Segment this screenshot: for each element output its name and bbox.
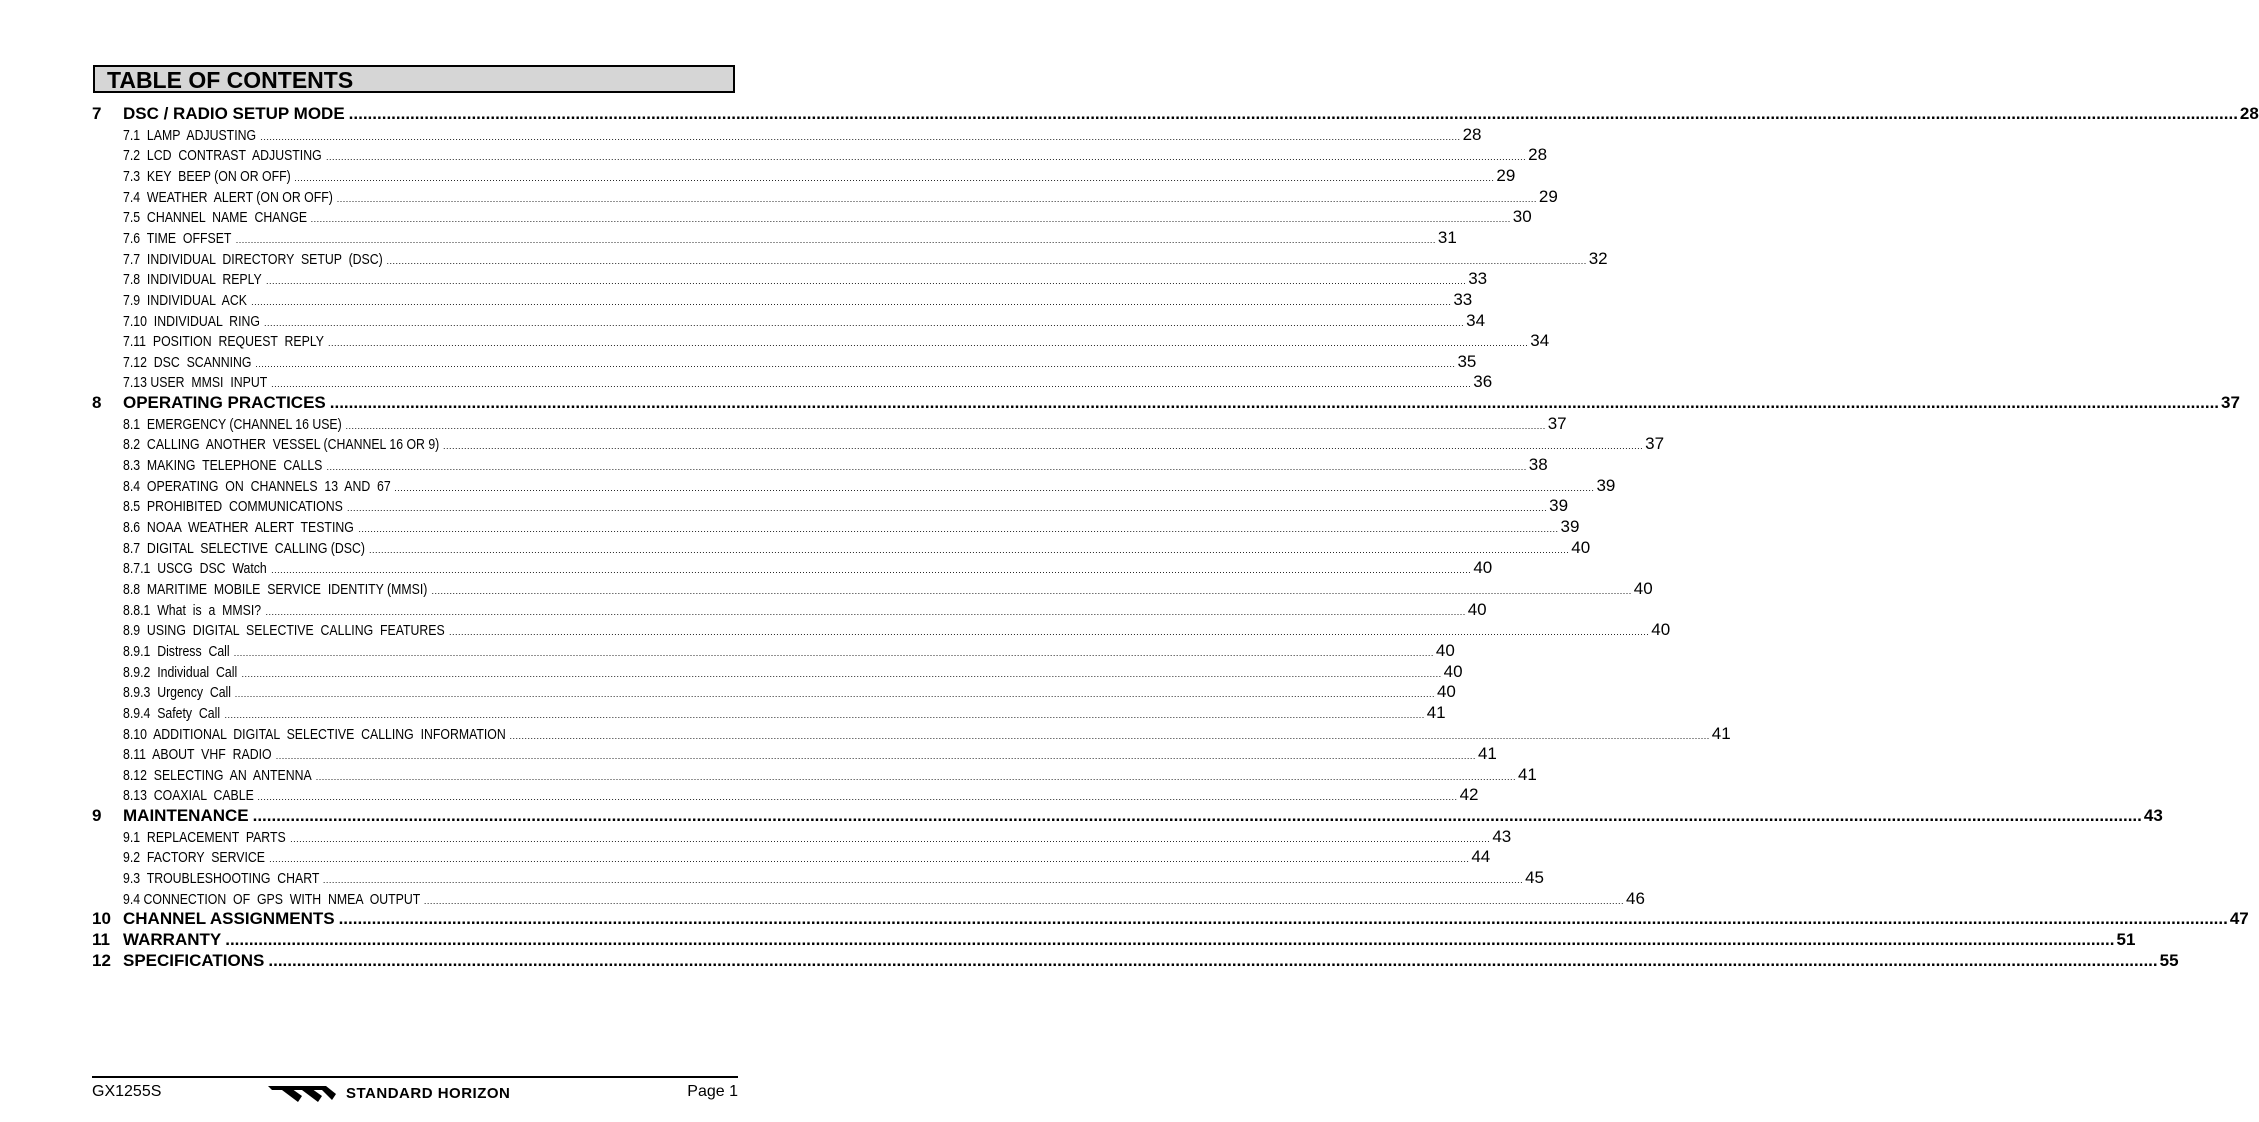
page-number: 37	[1547, 413, 1567, 433]
entry-label: 8.12 SELECTING AN ANTENNA	[123, 766, 312, 784]
standard-horizon-logo-icon	[268, 1082, 336, 1104]
page-number: 43	[1492, 826, 1512, 846]
entry-label: 8.7.1 USCG DSC Watch	[123, 560, 267, 578]
toc-entry[interactable]	[0, 682, 1456, 702]
entry-label: 8.8 MARITIME MOBILE SERVICE IDENTITY (MMSI)	[123, 580, 428, 598]
section-number: 9	[92, 806, 102, 826]
toc-entry[interactable]	[0, 620, 1671, 640]
dot-leader: ................................................................................................................................................................................................................................................................................................................................................................................................................	[252, 806, 2142, 826]
toc-entry[interactable]	[0, 124, 1482, 145]
page-number: 44	[1471, 847, 1491, 867]
footer-page-number: Page 1	[687, 1083, 738, 1100]
dot-leader: ................................................................................................................................................................................................................................................................................................................................................................................................................	[271, 379, 1472, 390]
dot-leader: ................................................................................................................................................................................................................................................................................................................................................................................................................	[269, 854, 1470, 865]
page-number: 29	[1538, 186, 1558, 206]
toc-entry[interactable]	[0, 785, 1479, 805]
toc-entry[interactable]	[0, 434, 1665, 454]
page-number: 33	[1453, 289, 1473, 309]
toc-entry[interactable]	[0, 517, 1580, 537]
entry-label: 8.9.4 Safety Call	[123, 704, 221, 722]
toc-entry[interactable]	[0, 186, 1558, 207]
toc-title: TABLE OF CONTENTS	[93, 65, 735, 93]
toc-entry[interactable]	[0, 826, 1512, 847]
dot-leader: ................................................................................................................................................................................................................................................................................................................................................................................................................	[271, 565, 1472, 576]
entry-label: 7.1 LAMP ADJUSTING	[123, 126, 257, 144]
toc-entry[interactable]	[0, 269, 1488, 289]
page-number: 45	[1525, 868, 1545, 888]
brand-name: STANDARD HORIZON	[346, 1084, 511, 1102]
page-number: 31	[1437, 227, 1457, 247]
toc-entry[interactable]	[0, 599, 1487, 620]
dot-leader: ................................................................................................................................................................................................................................................................................................................................................................................................................	[255, 358, 1456, 369]
toc-section[interactable]	[0, 393, 2240, 413]
page-number: 40	[1473, 558, 1493, 578]
dot-leader: ................................................................................................................................................................................................................................................................................................................................................................................................................	[310, 214, 1511, 225]
dot-leader: ................................................................................................................................................................................................................................................................................................................................................................................................................	[345, 420, 1546, 431]
toc-section[interactable]	[0, 104, 2259, 124]
entry-label: 8.10 ADDITIONAL DIGITAL SELECTIVE CALLING INFORMATION	[123, 725, 506, 743]
entry-label: MAINTENANCE	[123, 806, 249, 826]
toc-entry[interactable]	[0, 744, 1497, 764]
toc-entry[interactable]	[0, 537, 1591, 558]
toc-entry[interactable]	[0, 578, 1653, 599]
dot-leader: ................................................................................................................................................................................................................................................................................................................................................................................................................	[348, 104, 2238, 123]
page-number: 34	[1466, 310, 1486, 330]
toc-entry[interactable]	[0, 165, 1516, 186]
brand	[268, 1082, 510, 1104]
entry-label: 8.8.1 What is a MMSI?	[123, 601, 262, 619]
footer-divider	[92, 1076, 738, 1078]
toc-section[interactable]	[0, 950, 2179, 971]
page-number: 41	[1426, 702, 1446, 722]
page-number: 40	[1571, 537, 1591, 557]
entry-label: 7.3 KEY BEEP (ON OR OFF)	[123, 167, 291, 185]
toc-entry[interactable]	[0, 661, 1463, 682]
dot-leader: ................................................................................................................................................................................................................................................................................................................................................................................................................	[290, 833, 1491, 844]
entry-label: 9.3 TROUBLESHOOTING CHART	[123, 870, 320, 888]
page-number: 55	[2159, 950, 2179, 970]
footer-model: GX1255S	[92, 1083, 162, 1100]
entry-label: DSC / RADIO SETUP MODE	[123, 104, 345, 123]
toc-entry[interactable]	[0, 558, 1493, 578]
toc-entry[interactable]	[0, 289, 1473, 310]
dot-leader: ................................................................................................................................................................................................................................................................................................................................................................................................................	[326, 462, 1527, 473]
entry-label: 8.4 OPERATING ON CHANNELS 13 AND 67	[123, 477, 391, 495]
section-number: 12	[92, 950, 111, 970]
toc-entry[interactable]	[0, 413, 1567, 434]
toc-entry[interactable]	[0, 847, 1491, 867]
page-number: 28	[2239, 104, 2259, 123]
toc-entry[interactable]	[0, 868, 1545, 888]
dot-leader: ................................................................................................................................................................................................................................................................................................................................................................................................................	[266, 276, 1467, 287]
entry-label: 8.9.3 Urgency Call	[123, 684, 232, 702]
entry-label: 8.13 COAXIAL CABLE	[123, 787, 254, 805]
dot-leader: ................................................................................................................................................................................................................................................................................................................................................................................................................	[442, 441, 1644, 452]
entry-label: SPECIFICATIONS	[123, 950, 265, 970]
page-number: 43	[2143, 806, 2163, 826]
page-number: 35	[1457, 351, 1477, 371]
entry-label: 8.5 PROHIBITED COMMUNICATIONS	[123, 498, 343, 516]
dot-leader: ................................................................................................................................................................................................................................................................................................................................................................................................................	[423, 895, 1625, 906]
page-number: 51	[2116, 930, 2136, 949]
page-number: 33	[1468, 269, 1488, 289]
entry-label: 9.1 REPLACEMENT PARTS	[123, 828, 286, 846]
page-number: 46	[1626, 888, 1645, 908]
dot-leader: ................................................................................................................................................................................................................................................................................................................................................................................................................	[257, 792, 1458, 803]
entry-label: 7.5 CHANNEL NAME CHANGE	[123, 209, 308, 227]
dot-leader: ................................................................................................................................................................................................................................................................................................................................................................................................................	[268, 950, 2158, 970]
dot-leader: ................................................................................................................................................................................................................................................................................................................................................................................................................	[449, 627, 1650, 638]
dot-leader: ................................................................................................................................................................................................................................................................................................................................................................................................................	[325, 152, 1527, 163]
entry-label: 9.2 FACTORY SERVICE	[123, 849, 265, 867]
toc-entry[interactable]	[0, 496, 1569, 516]
entry-label: 7.8 INDIVIDUAL REPLY	[123, 271, 262, 289]
toc-entry[interactable]	[0, 702, 1446, 723]
entry-label: 7.2 LCD CONTRAST ADJUSTING	[123, 147, 322, 165]
toc-entry[interactable]	[0, 331, 1550, 351]
dot-leader: ................................................................................................................................................................................................................................................................................................................................................................................................................	[241, 668, 1442, 679]
entry-label: CHANNEL ASSIGNMENTS	[123, 909, 335, 929]
dot-leader: ................................................................................................................................................................................................................................................................................................................................................................................................................	[509, 730, 1710, 741]
dot-leader: ................................................................................................................................................................................................................................................................................................................................................................................................................	[233, 647, 1434, 658]
page-number: 41	[1517, 764, 1537, 784]
entry-label: 8.1 EMERGENCY (CHANNEL 16 USE)	[123, 415, 342, 433]
page-number: 47	[2229, 909, 2249, 929]
entry-label: 8.9 USING DIGITAL SELECTIVE CALLING FEATURES	[123, 622, 445, 640]
dot-leader: ................................................................................................................................................................................................................................................................................................................................................................................................................	[431, 585, 1632, 596]
page-number: 40	[1651, 620, 1671, 640]
entry-label: 8.11 ABOUT VHF RADIO	[123, 746, 272, 764]
dot-leader: ................................................................................................................................................................................................................................................................................................................................................................................................................	[369, 544, 1570, 555]
page-number: 32	[1588, 248, 1608, 268]
entry-label: 8.9.2 Individual Call	[123, 663, 238, 681]
toc-entry[interactable]	[0, 455, 1548, 475]
entry-label: 8.9.1 Distress Call	[123, 642, 230, 660]
dot-leader: ................................................................................................................................................................................................................................................................................................................................................................................................................	[234, 689, 1435, 700]
toc-entry[interactable]	[0, 475, 1616, 496]
toc-entry[interactable]	[0, 888, 1645, 909]
page-number: 39	[1549, 496, 1569, 516]
entry-label: 8.3 MAKING TELEPHONE CALLS	[123, 457, 323, 475]
dot-leader: ................................................................................................................................................................................................................................................................................................................................................................................................................	[235, 234, 1436, 245]
dot-leader: ................................................................................................................................................................................................................................................................................................................................................................................................................	[329, 393, 2220, 413]
dot-leader: ................................................................................................................................................................................................................................................................................................................................................................................................................	[275, 751, 1476, 762]
section-number: 11	[92, 930, 110, 949]
entry-label: 8.6 NOAA WEATHER ALERT TESTING	[123, 519, 354, 536]
toc-section[interactable]	[0, 909, 2249, 929]
page-number: 34	[1530, 331, 1550, 351]
page-number: 28	[1462, 124, 1482, 144]
entry-label: 7.6 TIME OFFSET	[123, 229, 232, 247]
dot-leader: ................................................................................................................................................................................................................................................................................................................................................................................................................	[225, 930, 2115, 949]
toc-entry[interactable]	[0, 723, 1731, 744]
entry-label: 7.4 WEATHER ALERT (ON OR OFF)	[123, 188, 333, 206]
page-number: 29	[1496, 165, 1516, 185]
dot-leader: ................................................................................................................................................................................................................................................................................................................................................................................................................	[322, 875, 1524, 886]
dot-leader: ................................................................................................................................................................................................................................................................................................................................................................................................................	[394, 482, 1595, 493]
toc-entry[interactable]	[0, 351, 1477, 372]
dot-leader: ................................................................................................................................................................................................................................................................................................................................................................................................................	[251, 296, 1452, 307]
page-number: 41	[1711, 723, 1731, 743]
entry-label: 9.4 CONNECTION OF GPS WITH NMEA OUTPUT	[123, 890, 421, 908]
section-number: 10	[92, 909, 111, 929]
page-number: 39	[1560, 517, 1580, 536]
entry-label: 7.7 INDIVIDUAL DIRECTORY SETUP (DSC)	[123, 250, 383, 268]
page-number: 40	[1443, 661, 1463, 681]
toc-entry[interactable]	[0, 248, 1608, 269]
toc-entry[interactable]	[0, 640, 1455, 661]
dot-leader: ................................................................................................................................................................................................................................................................................................................................................................................................................	[294, 172, 1495, 183]
page-number: 42	[1459, 785, 1479, 805]
toc-entry[interactable]	[0, 310, 1486, 331]
page-number: 40	[1436, 682, 1456, 702]
toc-entry[interactable]	[0, 145, 1548, 165]
page-number: 37	[2221, 393, 2240, 413]
page-number: 40	[1633, 578, 1653, 598]
entry-label: 8.2 CALLING ANOTHER VESSEL (CHANNEL 16 OR 9)	[123, 436, 440, 454]
dot-leader: ................................................................................................................................................................................................................................................................................................................................................................................................................	[338, 909, 2228, 929]
toc-section[interactable]	[0, 806, 2163, 826]
toc-entry[interactable]	[0, 764, 1537, 785]
dot-leader: ................................................................................................................................................................................................................................................................................................................................................................................................................	[386, 255, 1587, 266]
entry-label: 7.9 INDIVIDUAL ACK	[123, 291, 247, 309]
page-number: 39	[1596, 475, 1616, 495]
entry-label: 7.12 DSC SCANNING	[123, 353, 252, 371]
toc-entry[interactable]	[0, 227, 1457, 248]
page-number: 38	[1528, 455, 1548, 475]
dot-leader: ................................................................................................................................................................................................................................................................................................................................................................................................................	[224, 709, 1425, 720]
section-number: 7	[92, 104, 102, 123]
entry-label: WARRANTY	[123, 930, 222, 949]
dot-leader: ................................................................................................................................................................................................................................................................................................................................................................................................................	[346, 503, 1548, 514]
toc-section[interactable]	[0, 930, 2136, 950]
dot-leader: ................................................................................................................................................................................................................................................................................................................................................................................................................	[260, 131, 1461, 142]
entry-label: 7.11 POSITION REQUEST REPLY	[123, 333, 324, 351]
dot-leader: ................................................................................................................................................................................................................................................................................................................................................................................................................	[358, 524, 1559, 534]
page-number: 37	[1645, 434, 1665, 454]
entry-label: 7.13 USER MMSI INPUT	[123, 374, 268, 392]
page-number: 40	[1467, 599, 1487, 619]
section-number: 8	[92, 393, 102, 413]
entry-label: OPERATING PRACTICES	[123, 393, 326, 413]
dot-leader: ................................................................................................................................................................................................................................................................................................................................................................................................................	[263, 317, 1465, 328]
dot-leader: ................................................................................................................................................................................................................................................................................................................................................................................................................	[315, 771, 1516, 782]
toc-entry[interactable]	[0, 207, 1532, 227]
toc-entry[interactable]	[0, 372, 1493, 392]
page-number: 30	[1512, 207, 1532, 227]
page-number: 28	[1528, 145, 1548, 165]
page-number: 36	[1473, 372, 1493, 392]
entry-label: 8.7 DIGITAL SELECTIVE CALLING (DSC)	[123, 539, 365, 557]
dot-leader: ................................................................................................................................................................................................................................................................................................................................................................................................................	[328, 338, 1529, 349]
page-number: 41	[1477, 744, 1497, 764]
page-number: 40	[1435, 640, 1455, 660]
dot-leader: ................................................................................................................................................................................................................................................................................................................................................................................................................	[265, 606, 1466, 617]
entry-label: 7.10 INDIVIDUAL RING	[123, 312, 260, 330]
dot-leader: ................................................................................................................................................................................................................................................................................................................................................................................................................	[336, 193, 1537, 204]
